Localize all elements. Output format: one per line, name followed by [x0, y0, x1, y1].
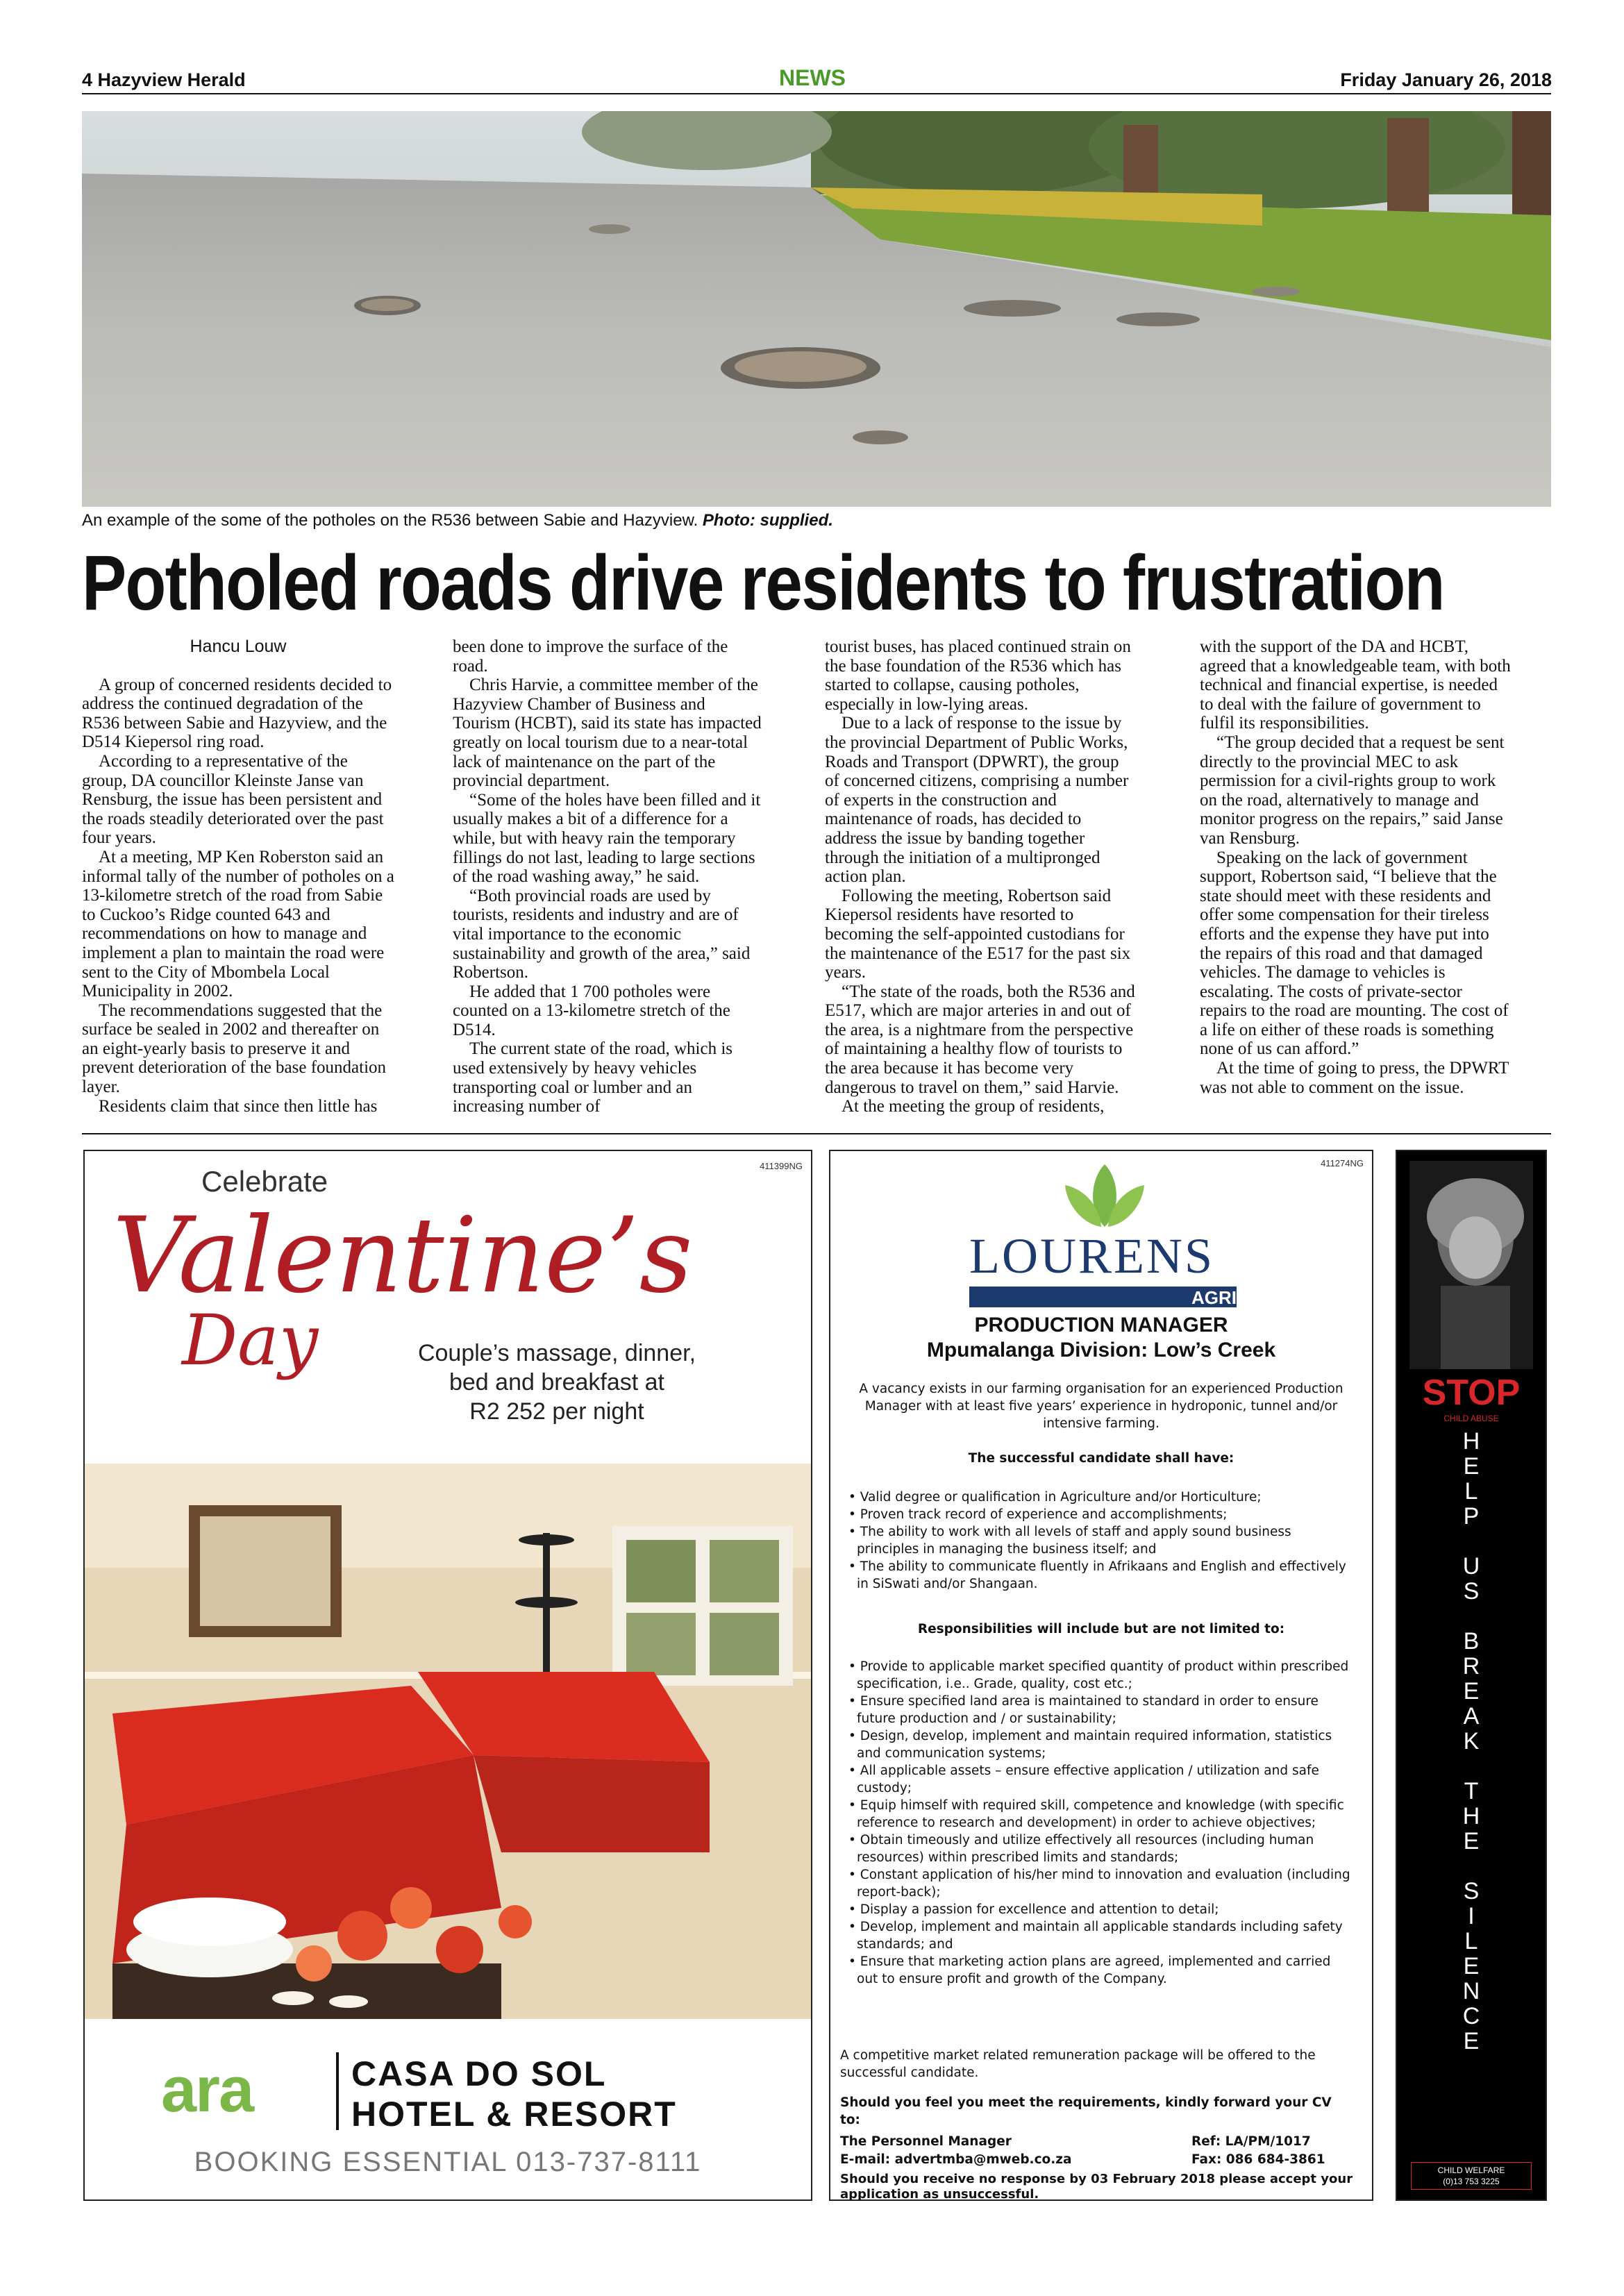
letter: S	[1463, 1878, 1480, 1904]
letter: R	[1462, 1653, 1480, 1679]
paragraph: At a meeting, MP Ken Roberston said an informal tally of the number of potholes on a 13-kilometre stretch of the road from Sabie to Cuckoo’s Ridge counted 643 and recommendations on how to manage and implement a plan to maintain the road were sent to the City of Mbombela Local Municipality in 2002.	[82, 847, 394, 1001]
section-label: NEWS	[779, 65, 846, 90]
offer-line: bed and breakfast at	[449, 1369, 664, 1396]
list-item: • Equip himself with required skill, competence and knowledge (with specific reference to research and development) in order to achieve objectives;	[848, 1797, 1354, 1832]
paragraph: been done to improve the surface of the road.	[453, 637, 728, 676]
day-script: Day	[182, 1300, 319, 1381]
letter: A	[1463, 1703, 1480, 1729]
paragraph: tourist buses, has placed continued strain on the base foundation of the R536 which has started to collapse, causing potholes, especially in low-lying areas.	[825, 637, 1131, 714]
paragraph: Speaking on the lack of government support, Robertson said, “I believe that the state should meet with these residents and offer some compensation for their tireless efforts and the expense they have put into the repairs of this road and that damaged vehicles. The damage to vehicles is escalating. The costs of private-sector repairs to the road are mounting. The cost of a life on either of these roads is something none of us can afford.”	[1200, 848, 1509, 1059]
contact-email: E-mail: advertmba@mweb.co.za	[840, 2152, 1072, 2167]
road-photo	[82, 111, 1551, 507]
list-item: • The ability to communicate fluently in Afrikaans and English and effectively in SiSwati and/or Shangaan.	[848, 1558, 1354, 1593]
paragraph: He added that 1 700 potholes were counted on a 13-kilometre stretch of the D514.	[453, 982, 730, 1039]
list-item: • Display a passion for excellence and attention to detail;	[848, 1901, 1354, 1918]
letter: K	[1463, 1728, 1480, 1754]
letter: E	[1463, 1678, 1480, 1704]
list-item: • Provide to applicable market specified quantity of product within prescribed specification, i.e.. Grade, quality, cost etc.;	[848, 1658, 1354, 1693]
brand-logo-text: ar	[161, 2054, 219, 2125]
list-item: • Valid degree or qualification in Agriculture and/or Horticulture;	[848, 1489, 1354, 1506]
letter: B	[1463, 1628, 1480, 1654]
paragraph: with the support of the DA and HCBT, agreed that a knowledgeable team, with both technical and financial expertise, is needed to deal with the failure of government to fulfil its responsibilities.	[1200, 637, 1511, 733]
booking-line: BOOKING ESSENTIAL 013-737-8111	[194, 2147, 702, 2177]
issue-date: Friday January 26, 2018	[1340, 69, 1552, 90]
letter-spacer	[1450, 1854, 1492, 1879]
paragraph: “Some of the holes have been filled and it usually makes a bit of a difference for a while, but with heavy rain the temporary fillings do not last, leading to large sections of the road washing away,” he said.	[453, 790, 761, 887]
job-subtitle: Mpumalanga Division: Low’s Creek	[926, 1339, 1276, 1361]
article-column-3	[825, 637, 1137, 1116]
responsibilities-heading: Responsibilities will include but are not limited to:	[917, 1622, 1285, 1636]
photo-caption	[82, 511, 833, 530]
stop-child-abuse-ad	[1396, 1150, 1547, 2201]
company-logo-name: LOURENS	[969, 1228, 1215, 1284]
headline: Potholed roads drive residents to frustration	[82, 539, 1444, 626]
celebrate-text: Celebrate	[201, 1165, 328, 1198]
paragraph: Following the meeting, Robertson said Kiepersol residents have resorted to becoming the self-appointed custodians for the maintenance of the E517 for the past six years.	[825, 886, 1131, 982]
list-item: • Constant application of his/her mind to innovation and evaluation (including report-back);	[848, 1866, 1354, 1901]
list-item: • Ensure that marketing action plans are agreed, implemented and carried out to ensure profit and growth of the Company.	[848, 1953, 1354, 1988]
letter: C	[1462, 2003, 1480, 2029]
list-item: • Obtain timeously and utilize effectively all resources (including human resources) within prescribed limits and standards;	[848, 1832, 1354, 1866]
offer-text	[397, 1339, 717, 1426]
letter: E	[1463, 1453, 1480, 1480]
list-item: • Develop, implement and maintain all applicable standards including safety standards; and	[848, 1918, 1354, 1953]
letter: H	[1462, 1428, 1480, 1455]
remuneration-text: A competitive market related remuneration package will be offered to the successful candidate.	[840, 2048, 1316, 2080]
stop-subtext: CHILD ABUSE	[1443, 1414, 1499, 1423]
offer-line: R2 252 per night	[469, 1398, 644, 1425]
list-item: • All applicable assets – ensure effective application / utilization and safe custody;	[848, 1762, 1354, 1797]
paragraph: “The group decided that a request be sent directly to the provincial MEC to ask permission for a civil-rights group to work on the road, alternatively to manage and monitor progress on the repairs,” said Janse van Rensburg.	[1200, 732, 1505, 848]
brand-logo: ara	[161, 2054, 253, 2125]
forward-cv-text: Should you feel you meet the requirements, kindly forward your CV to:	[840, 2095, 1332, 2127]
offer-line: Couple’s massage, dinner,	[417, 1340, 696, 1366]
helpline-number: (0)13 753 3225	[1443, 2177, 1500, 2186]
paragraph: At the time of going to press, the DPWRT was not able to comment on the issue.	[1200, 1059, 1509, 1097]
list-item: • Design, develop, implement and maintain required information, statistics and communication systems;	[848, 1727, 1354, 1762]
paragraph: A group of concerned residents decided to address the continued degradation of the R536 between Sabie and Hazyview, and the D514 Kiepersol ring road.	[82, 675, 392, 752]
letter: I	[1468, 1903, 1475, 1929]
article-bottom-rule	[82, 1133, 1551, 1134]
vertical-message	[1450, 1429, 1492, 2054]
leaf-logo-icon	[1060, 1161, 1150, 1234]
helpline-box	[1411, 2162, 1532, 2190]
byline: Hancu Louw	[190, 637, 287, 656]
article-column-1	[82, 637, 394, 1116]
hotel-name-line: CASA DO SOL	[351, 2054, 607, 2093]
requirements-heading: The successful candidate shall have:	[968, 1451, 1234, 1466]
stop-text: STOP	[1422, 1373, 1521, 1413]
closing-text: Should you receive no response by 03 February 2018 please accept your application as unsuccessful.	[840, 2172, 1353, 2202]
article-column-4	[1200, 637, 1512, 1097]
job-title: PRODUCTION MANAGER	[974, 1314, 1228, 1336]
letter: L	[1464, 1928, 1478, 1954]
header-rule	[82, 93, 1551, 94]
spa-photo	[85, 1464, 811, 2019]
child-photo	[1409, 1161, 1533, 1369]
paragraph: Due to a lack of response to the issue by the provincial Department of Public Works, Roads and Transport (DPWRT), the group of concerned citizens, comprising a number of experts in the construction and maintenance of roads, has decided to address the issue by banding together through the initiation of a multipronged action plan.	[825, 714, 1129, 887]
list-item: • The ability to work with all levels of staff and apply sound business principles in managing the business itself; and	[848, 1523, 1354, 1558]
letter: N	[1462, 1978, 1480, 2004]
letter: P	[1463, 1503, 1480, 1530]
paragraph: The current state of the road, which is used extensively by heavy vehicles transporting coal or lumber and an increasing number of	[453, 1039, 733, 1116]
paragraph: Residents claim that since then little has	[99, 1096, 378, 1116]
article-column-2	[453, 637, 765, 1116]
hotel-name-line: HOTEL & RESORT	[351, 2095, 677, 2134]
letter-spacer	[1450, 1754, 1492, 1779]
letter: U	[1462, 1553, 1480, 1579]
job-intro: A vacancy exists in our farming organisation for an experienced Production Manager with at least five years’ experience in hydroponic, tunnel and/or intensive farming.	[859, 1382, 1343, 1431]
letter-spacer	[1450, 1604, 1492, 1629]
contact-fax: Fax: 086 684-3861	[1191, 2152, 1325, 2167]
letter: S	[1463, 1578, 1480, 1604]
valentine-ad	[83, 1150, 812, 2201]
paragraph: According to a representative of the group, DA councillor Kleinste Janse van Rensburg, the issue has been persistent and the roads steadily deteriorated over the past four years.	[82, 751, 384, 848]
paragraph: “Both provincial roads are used by tourists, residents and industry and are of vital importance to the economic sustainability and growth of the area,” said Robertson.	[453, 886, 751, 982]
ad-reference: 411274NG	[1321, 1158, 1364, 1168]
job-ad-lourens	[829, 1150, 1373, 2201]
letter: T	[1464, 1778, 1479, 1804]
responsibilities-list	[840, 1658, 1354, 1988]
letter: H	[1462, 1803, 1480, 1829]
list-item: • Ensure specified land area is maintained to standard in order to ensure future production and / or sustainability;	[848, 1693, 1354, 1727]
letter-spacer	[1450, 1529, 1492, 1554]
ad-reference: 411399NG	[760, 1161, 803, 1171]
letter: E	[1463, 1953, 1480, 1979]
letter: E	[1463, 1828, 1480, 1854]
page-number-publication: 4 Hazyview Herald	[82, 69, 246, 90]
photo-credit: Photo: supplied.	[702, 511, 833, 530]
paragraph: Chris Harvie, a committee member of the Hazyview Chamber of Business and Tourism (HCBT), said its state has impacted greatly on local tourism due to a near-total lack of maintenance on the part of the provincial department.	[453, 676, 762, 791]
contact-name: The Personnel Manager	[840, 2134, 1012, 2149]
requirements-list	[840, 1489, 1354, 1593]
brand-divider	[336, 2052, 339, 2130]
helpline-org: CHILD WELFARE	[1437, 2165, 1505, 2175]
valentine-script: Valentine’s	[112, 1196, 693, 1316]
paragraph: The recommendations suggested that the surface be sealed in 2002 and thereafter on an eight-yearly basis to preserve it and prevent deterioration of the base foundation layer.	[82, 1000, 387, 1097]
letter: L	[1464, 1478, 1478, 1505]
caption-text: An example of the some of the potholes on the R536 between Sabie and Hazyview.	[82, 511, 698, 530]
list-item: • Proven track record of experience and accomplishments;	[848, 1506, 1354, 1523]
paragraph: At the meeting the group of residents,	[842, 1097, 1105, 1116]
letter: E	[1463, 2028, 1480, 2054]
company-logo-sub: AGRI	[1191, 1287, 1237, 1308]
paragraph: “The state of the roads, both the R536 and E517, which are major arteries in and out of the area, is a nightmare from the perspective of maintaining a healthy flow of tourists to the area because it has become very dangerous to travel on them,” said Harvie.	[825, 982, 1135, 1097]
hotel-name	[351, 2054, 677, 2134]
contact-ref: Ref: LA/PM/1017	[1191, 2134, 1311, 2149]
